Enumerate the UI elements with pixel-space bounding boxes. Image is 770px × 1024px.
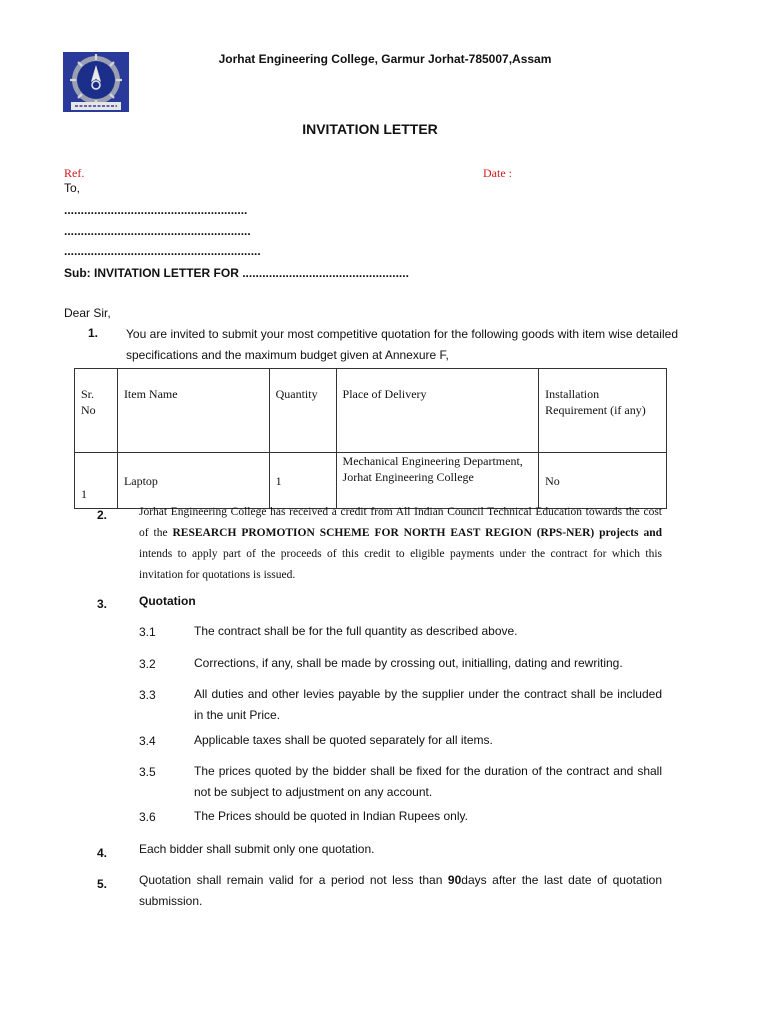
subpoint-number: 3.3 [139,688,156,702]
subpoint-text: The prices quoted by the bidder shall be fixed for the duration of the contract and shall not be subject to adjustment on any account. [194,764,662,799]
table-header-cell: Sr. No [75,369,118,453]
point-text [139,502,662,586]
point-text: You are invited to submit your most competitive quotation for the following goods with item wise detailed specifications and the maximum budget given at Annexure F, [126,327,678,362]
items-table [74,368,667,509]
table-cell: Laptop [117,453,269,509]
table-header-cell: Item Name [117,369,269,453]
address-line: ........................................................ [64,224,251,238]
table-row [75,453,667,509]
page-title: INVITATION LETTER [302,121,438,137]
address-line: ........................................................... [64,244,261,258]
point-number: 5. [97,877,108,891]
college-header: Jorhat Engineering College, Garmur Jorhat-785007,Assam [218,52,552,66]
point2-text-b: intends to apply part of the proceeds of this credit to eligible payments under the contract for which this invitation for quotations is issued. [139,548,662,581]
table-cell: Mechanical Engineering Department, Jorhat Engineering College [336,453,539,509]
section-heading: Quotation [139,594,196,608]
subpoint-text: Applicable taxes shall be quoted separately for all items. [194,733,493,747]
table-header-cell: Quantity [269,369,336,453]
salutation: Dear Sir, [64,306,111,320]
point2-text-a: Jorhat Engineering College has received a credit from All Indian Council Technical Education towards the cost of the [139,506,662,539]
subpoint-text: Corrections, if any, shall be made by crossing out, initialling, dating and rewriting. [194,656,623,670]
subpoint-text: The contract shall be for the full quantity as described above. [194,624,518,638]
table-header-cell: Place of Delivery [336,369,539,453]
subpoint-number: 3.4 [139,734,156,748]
table-cell: No [539,453,667,509]
table-cell: 1 [269,453,336,509]
subpoint-number: 3.6 [139,810,156,824]
point-number: 3. [97,597,108,611]
point-number: 1. [88,326,99,340]
point2-text-bold: RESEARCH PROMOTION SCHEME FOR NORTH EAST REGION (RPS-NER) projects and [172,527,662,539]
point-number: 2. [97,508,108,522]
subpoint-text: All duties and other levies payable by the supplier under the contract shall be included in the unit Price. [194,687,662,722]
validity-days: 90 [447,873,462,887]
point-text: Each bidder shall submit only one quotation. [139,842,375,856]
table-header-row [75,369,667,453]
point-text [139,870,662,912]
subject-line: Sub: INVITATION LETTER FOR .................................................. [64,266,409,280]
table-cell: 1 [75,453,118,509]
ref-label: Ref. [64,166,85,180]
point5-text-a: Quotation shall remain valid for a period not less than [139,873,448,887]
date-label: Date : [483,166,512,180]
subpoint-text: The Prices should be quoted in Indian Rupees only. [194,809,468,823]
table-header-cell: Installation Requirement (if any) [539,369,667,453]
to-label: To, [64,181,81,195]
address-line: ....................................................... [64,203,248,217]
subpoint-number: 3.2 [139,657,156,671]
point5-text-b: days after the last date of quotation submission. [139,873,662,908]
subpoint-number: 3.1 [139,625,156,639]
point-number: 4. [97,846,108,860]
subpoint-number: 3.5 [139,765,156,779]
